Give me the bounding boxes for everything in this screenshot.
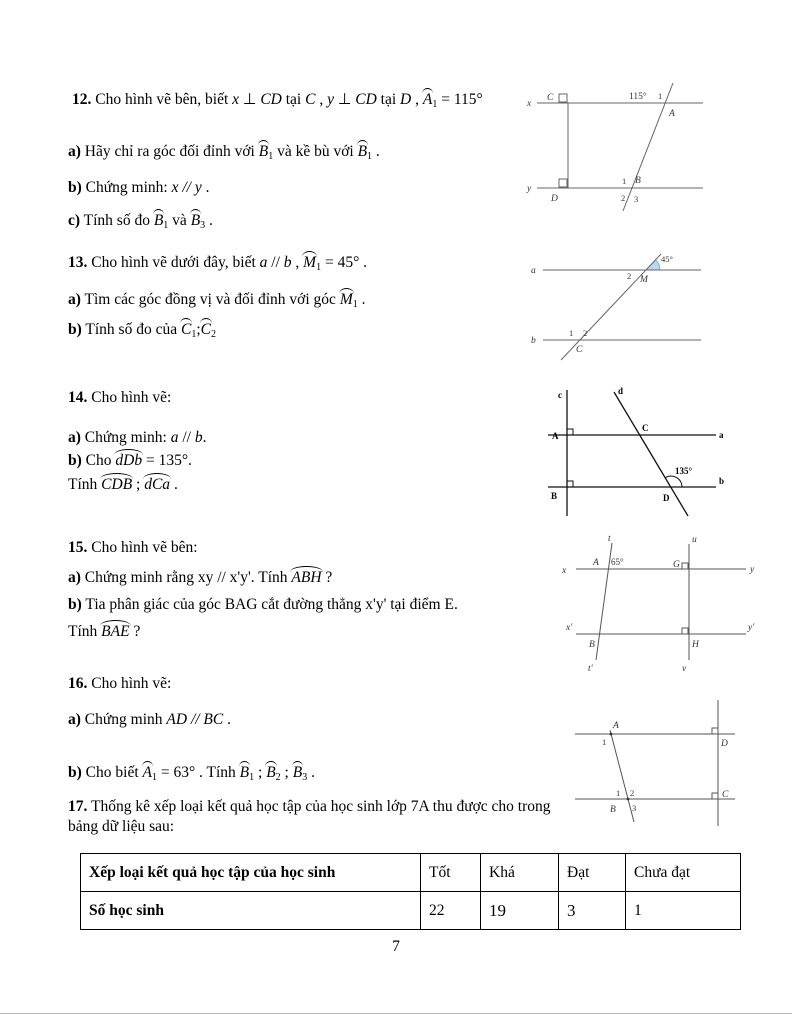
text-segment: và kề bù với xyxy=(273,143,358,160)
text-segment: 3 xyxy=(302,772,308,783)
problem-13-item-b xyxy=(68,320,216,341)
text-segment: D xyxy=(400,91,412,108)
right-angle-mark-h xyxy=(682,628,688,634)
text-segment: B xyxy=(266,763,275,783)
transversal-line xyxy=(623,83,673,211)
label-angle-2: 2 xyxy=(621,193,626,203)
text-segment: Cho hình vẽ bên: xyxy=(87,539,198,556)
text-segment: a xyxy=(259,254,268,271)
text-segment: 15. xyxy=(68,539,88,556)
table-row-label: Số học sinh xyxy=(81,892,421,930)
text-segment: b xyxy=(283,254,292,271)
label-c-point: C xyxy=(576,345,583,355)
text-segment: 16. xyxy=(68,675,88,692)
text-segment: Cho biết xyxy=(81,764,143,781)
text-segment: Cho hình vẽ bên, biết xyxy=(91,91,233,108)
text-segment: C xyxy=(181,320,191,340)
label-a-point: A xyxy=(552,431,559,441)
text-segment: M xyxy=(303,253,316,273)
right-angle-mark-d xyxy=(712,728,718,734)
table-header-row xyxy=(81,854,741,892)
table-header-tot: Tốt xyxy=(421,854,481,892)
text-segment: . xyxy=(307,764,315,781)
label-xp: x' xyxy=(566,623,573,633)
point-a-dot xyxy=(610,733,613,736)
text-segment: = 115° xyxy=(437,91,483,108)
label-b-point: B xyxy=(610,805,616,815)
text-segment: b xyxy=(194,429,203,446)
problem-16-item-b xyxy=(68,763,315,784)
text-segment: , xyxy=(411,91,423,108)
problem-14-intro xyxy=(68,388,171,408)
right-angle-mark-c xyxy=(712,793,718,799)
label-b: b xyxy=(531,336,536,346)
problem-15-item-a xyxy=(68,568,332,588)
text-segment: . xyxy=(170,476,178,493)
text-segment: ABH xyxy=(291,568,321,588)
text-segment: b) xyxy=(68,321,82,338)
problem-14-item-b xyxy=(68,451,192,471)
label-angle-2-c: 2 xyxy=(583,328,588,338)
label-angle-b2: 2 xyxy=(630,788,635,798)
label-c: C xyxy=(547,93,554,103)
text-segment: Tia phân giác của góc BAG cắt đường thẳng x'y' tại điểm E. xyxy=(81,596,458,613)
text-segment: x xyxy=(232,91,243,108)
text-segment: dDb xyxy=(115,451,142,471)
angle-45-wedge xyxy=(646,260,660,270)
label-c-point: C xyxy=(642,423,649,433)
text-segment: b) xyxy=(68,179,82,196)
label-d-point: D xyxy=(663,493,670,503)
text-segment: 17. xyxy=(68,798,88,815)
text-segment: ? xyxy=(321,569,333,586)
text-segment: B xyxy=(154,211,163,231)
text-segment: Tính xyxy=(68,623,102,640)
text-segment: a) xyxy=(68,429,81,446)
label-d-point: D xyxy=(721,739,728,749)
problem-16-intro xyxy=(68,674,171,694)
label-angle-1: 1 xyxy=(622,176,627,186)
label-y: y xyxy=(750,565,755,575)
label-b-point: B xyxy=(551,491,558,501)
problem-14-item-b-cont xyxy=(68,475,178,495)
label-a-point: A xyxy=(613,721,619,731)
text-segment: ; xyxy=(280,764,293,781)
text-segment: Cho hình vẽ: xyxy=(87,675,172,692)
table-value-kha: 19 xyxy=(481,892,559,930)
problem-12-item-b xyxy=(68,178,209,198)
text-segment: Chứng minh: xyxy=(80,429,171,446)
text-segment: C xyxy=(201,320,211,340)
text-segment: 1 xyxy=(367,151,373,162)
text-segment: tại xyxy=(281,91,306,108)
text-segment: Cho xyxy=(81,452,116,469)
text-segment: . xyxy=(201,179,210,196)
text-segment: a) xyxy=(68,143,81,160)
label-a-point: A xyxy=(669,109,675,119)
table-header-dat: Đạt xyxy=(559,854,626,892)
text-segment: 1 xyxy=(316,262,322,273)
page-number: 7 xyxy=(392,938,400,955)
text-segment: B xyxy=(358,142,367,162)
text-segment: 1 xyxy=(268,151,274,162)
text-segment: 1 xyxy=(163,220,169,231)
text-segment: C xyxy=(305,91,316,108)
label-a: a xyxy=(531,266,536,276)
label-a-point: A xyxy=(593,558,599,568)
problem-12-item-c xyxy=(68,211,213,232)
right-angle-mark-b xyxy=(567,481,573,487)
label-h-point: H xyxy=(692,640,699,650)
text-segment: A xyxy=(423,90,432,110)
text-segment: Chứng minh xyxy=(80,711,167,728)
text-segment: a xyxy=(170,429,179,446)
label-b: b xyxy=(719,476,725,486)
text-segment: = 63° . Tính xyxy=(156,764,240,781)
text-segment: CDB xyxy=(101,475,132,495)
label-angle-135: 135° xyxy=(675,466,693,476)
label-x: x xyxy=(562,566,567,576)
label-c-point: C xyxy=(722,790,729,800)
text-segment: Tính xyxy=(68,476,102,493)
figure-14 xyxy=(540,386,725,521)
problem-17-intro xyxy=(68,797,573,837)
label-yp: y' xyxy=(748,623,755,633)
text-segment: y xyxy=(327,91,338,108)
label-angle-1-c: 1 xyxy=(569,328,574,338)
label-m-point: M xyxy=(640,275,648,285)
text-segment: ? xyxy=(129,623,141,640)
text-segment: ; xyxy=(132,476,145,493)
right-angle-mark-a xyxy=(567,429,573,435)
label-y: y xyxy=(527,184,532,194)
text-segment: B xyxy=(191,211,200,231)
text-segment: a) xyxy=(68,569,81,586)
text-segment: 12. xyxy=(72,91,92,108)
text-segment: b) xyxy=(68,764,82,781)
label-angle-115: 115° xyxy=(629,92,647,102)
text-segment: ⊥ xyxy=(337,91,352,108)
text-segment: dCa xyxy=(144,475,170,495)
right-angle-mark-d xyxy=(559,179,567,187)
label-angle-b1: 1 xyxy=(616,788,621,798)
text-segment: Cho hình vẽ: xyxy=(87,389,172,406)
text-segment: A xyxy=(143,763,152,783)
text-segment: ; xyxy=(196,321,201,338)
text-segment: 13. xyxy=(68,254,88,271)
problem-12-item-a xyxy=(68,142,380,163)
text-segment: 14. xyxy=(68,389,88,406)
problem-13-intro xyxy=(68,253,367,274)
label-x: x xyxy=(527,99,532,109)
text-segment: = 135°. xyxy=(142,452,192,469)
text-segment: b) xyxy=(68,452,82,469)
problem-14-item-a xyxy=(68,428,206,448)
text-segment: Hãy chỉ ra góc đối đỉnh với xyxy=(80,143,259,160)
label-angle-b3: 3 xyxy=(632,803,637,813)
label-c: c xyxy=(558,390,562,400)
text-segment: CD xyxy=(256,91,282,108)
right-angle-mark-c xyxy=(559,94,567,102)
label-a: a xyxy=(719,430,724,440)
text-segment: M xyxy=(340,290,353,310)
table-header-kha: Khá xyxy=(481,854,559,892)
text-segment: Chứng minh rằng xy // x'y'. Tính xyxy=(80,569,292,586)
text-segment: 3 xyxy=(200,220,206,231)
text-segment: c) xyxy=(68,212,81,229)
text-segment: 2 xyxy=(210,329,216,340)
page-bottom-edge xyxy=(0,1013,792,1014)
text-segment: ; xyxy=(254,764,267,781)
text-segment: a) xyxy=(68,291,81,308)
table-value-chua-dat: 1 xyxy=(626,892,741,930)
text-segment: B xyxy=(293,763,302,783)
problem-15-item-b-cont xyxy=(68,622,140,642)
text-segment: // xyxy=(178,429,195,446)
text-segment: Thống kê xếp loại kết quả học tập của học sinh lớp 7A thu được cho trong bảng dữ liệu sau: xyxy=(68,798,551,836)
table-header-chua-dat: Chưa đạt xyxy=(626,854,741,892)
table-value-dat: 3 xyxy=(559,892,626,930)
label-v: v xyxy=(682,664,687,674)
text-segment: 1 xyxy=(151,772,157,783)
text-segment: Tính số đo của xyxy=(81,321,181,338)
text-segment: x // y xyxy=(171,179,202,196)
text-segment: // xyxy=(267,254,284,271)
right-angle-mark-g xyxy=(682,563,688,569)
problem-13-item-a xyxy=(68,290,365,311)
text-segment: AD // BC xyxy=(166,711,224,728)
text-segment: CD xyxy=(351,91,377,108)
problem-12-intro xyxy=(72,90,483,111)
label-angle-65: 65° xyxy=(611,557,624,567)
label-angle-45: 45° xyxy=(661,254,673,264)
label-angle-a1: 1 xyxy=(602,737,607,747)
text-segment: . xyxy=(372,143,380,160)
text-segment: , xyxy=(315,91,328,108)
label-g-point: G xyxy=(673,560,680,570)
text-segment: B xyxy=(259,142,268,162)
label-angle-2-m: 2 xyxy=(627,271,632,281)
text-segment: 1 xyxy=(432,99,438,110)
text-segment: 2 xyxy=(275,772,281,783)
label-angle-1-top: 1 xyxy=(658,91,663,101)
text-segment: Tính số đo xyxy=(80,212,154,229)
figure-12 xyxy=(523,83,708,218)
table-header-category: Xếp loại kết quả học tập của học sinh xyxy=(81,854,421,892)
text-segment: BAE xyxy=(101,622,129,642)
text-segment: 1 xyxy=(352,299,358,310)
figure-13 xyxy=(523,250,713,365)
text-segment: và xyxy=(168,212,191,229)
text-segment: ⊥ xyxy=(242,91,257,108)
text-segment: 1 xyxy=(249,772,255,783)
label-tp: t' xyxy=(588,664,593,674)
text-segment: B xyxy=(240,763,249,783)
text-segment: Cho hình vẽ dưới đây, biết xyxy=(87,254,260,271)
problem-15-item-b xyxy=(68,595,458,615)
text-segment: . xyxy=(202,429,207,446)
problem-15-intro xyxy=(68,538,198,558)
label-d: d xyxy=(618,386,624,396)
text-segment: 1 xyxy=(191,329,197,340)
table-data-row xyxy=(81,892,741,930)
text-segment: . xyxy=(205,212,213,229)
statistics-table xyxy=(80,853,741,930)
label-u: u xyxy=(692,535,697,545)
text-segment: tại xyxy=(376,91,401,108)
point-b-dot xyxy=(627,798,630,801)
text-segment: , xyxy=(291,254,304,271)
label-b-point: B xyxy=(635,176,641,186)
text-segment: = 45° . xyxy=(321,254,368,271)
line-d xyxy=(614,392,688,516)
table-value-tot: 22 xyxy=(421,892,481,930)
text-segment: Chứng minh: xyxy=(81,179,172,196)
text-segment: . xyxy=(357,291,366,308)
figure-15 xyxy=(550,530,765,675)
text-segment: b) xyxy=(68,596,82,613)
problem-16-item-a xyxy=(68,710,231,730)
label-d-point: D xyxy=(551,194,558,204)
figure-16 xyxy=(565,686,750,834)
label-t: t xyxy=(608,534,611,544)
text-segment: a) xyxy=(68,711,81,728)
label-angle-3: 3 xyxy=(634,194,639,204)
label-b-point: B xyxy=(589,640,595,650)
text-segment: . xyxy=(223,711,231,728)
text-segment: Tìm các góc đồng vị và đối đỉnh với góc xyxy=(80,291,340,308)
